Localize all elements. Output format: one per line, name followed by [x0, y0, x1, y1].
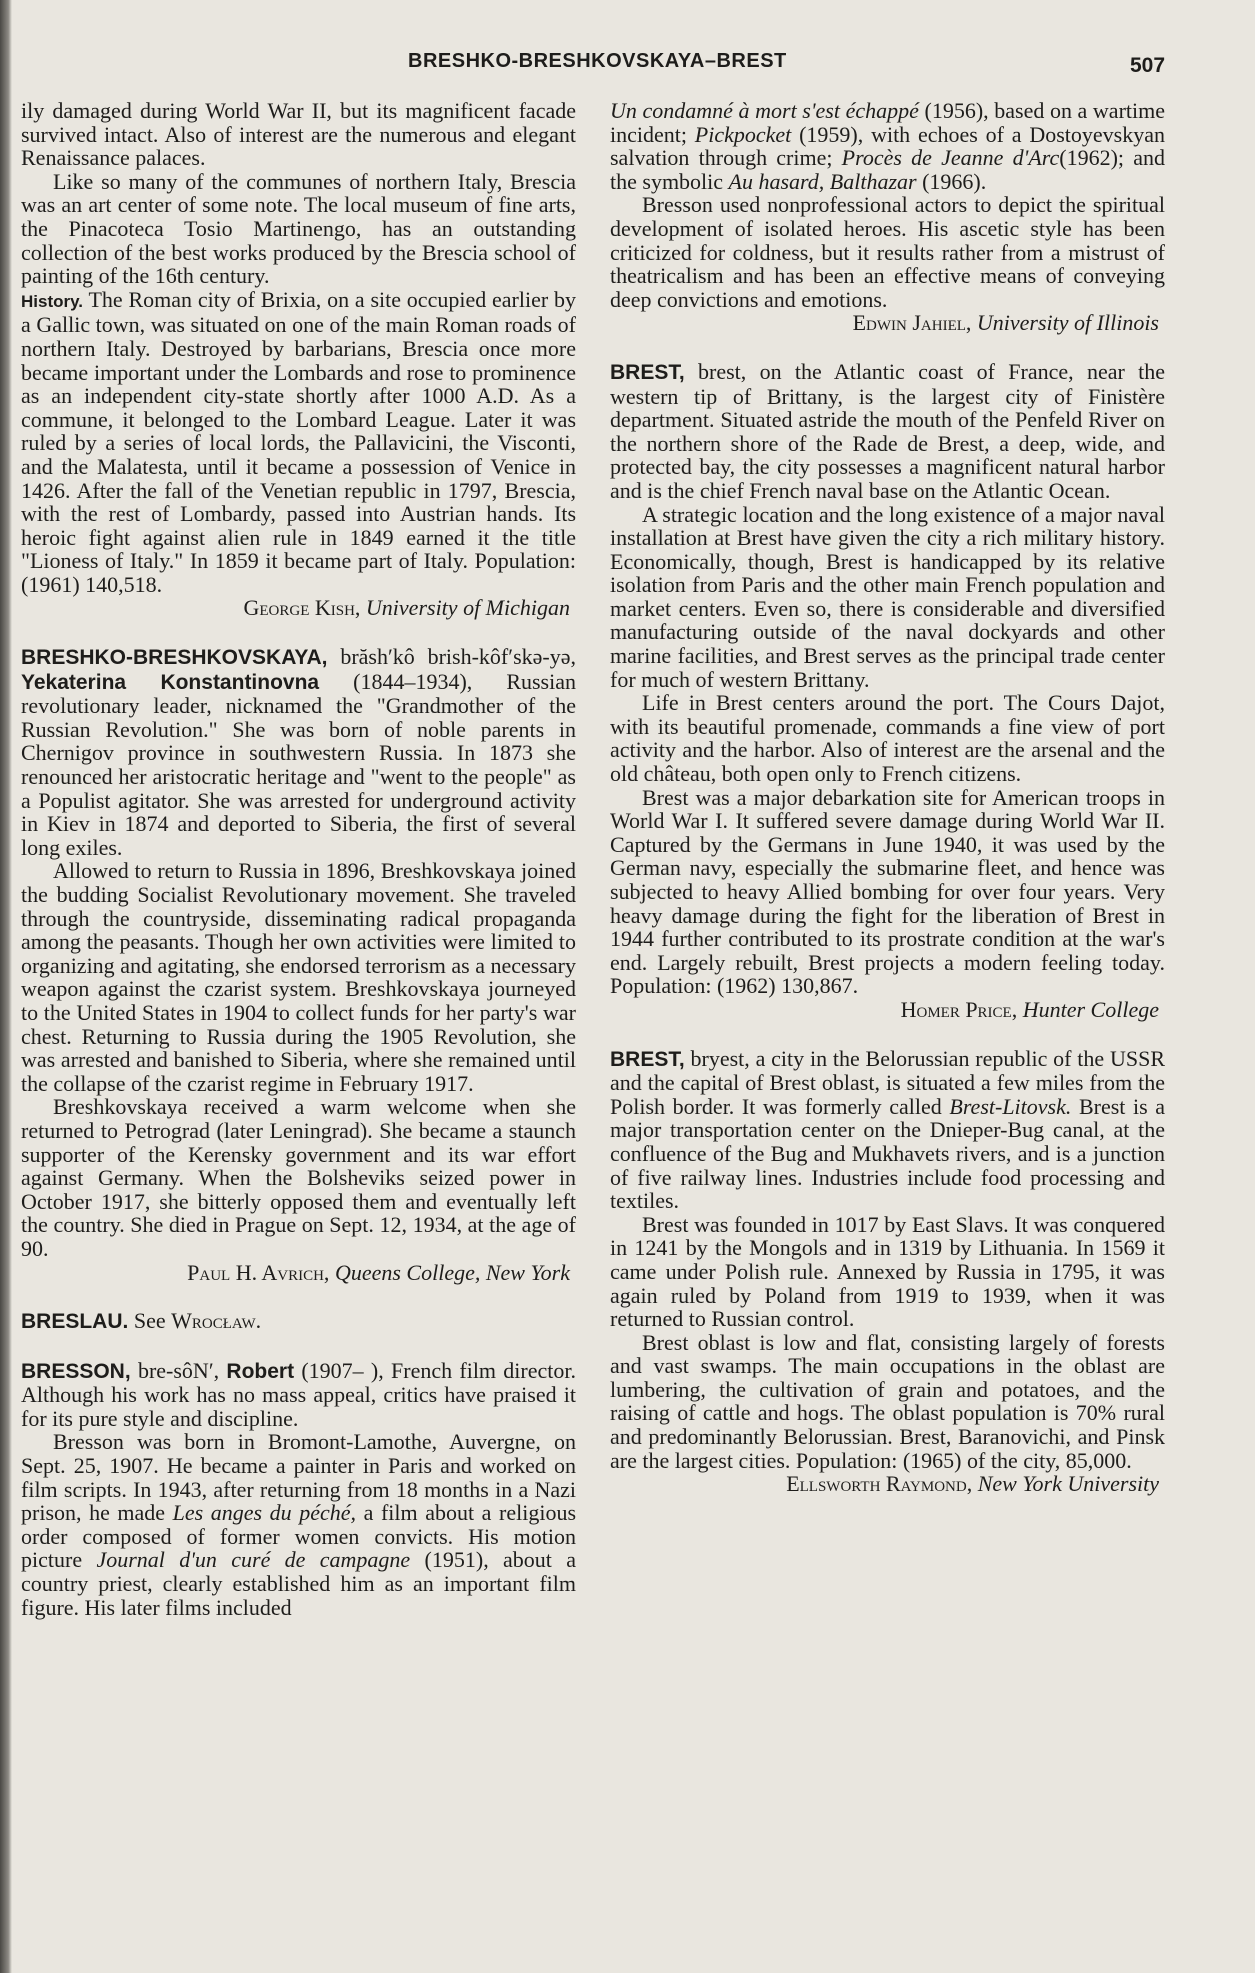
former-name: Brest-Litovsk. — [949, 1093, 1072, 1119]
film-title: Journal d'un curé de campagne — [96, 1547, 411, 1573]
entry-brest-ussr — [610, 1047, 1165, 1496]
author-name: Homer Price, — [900, 996, 1018, 1022]
breshko-signature — [21, 1261, 576, 1285]
film-title: Au hasard, Balthazar — [728, 168, 917, 194]
brest-france-text-1: brest, on the Atlantic coast of France, near the western tip of Brittany, is the largest city of Finistère department. Situated astride the mouth of the Penfeld River on the northern shore of the Rade de Brest, a deep, wide, and protected bay, the city possesses a magnificent natural harbor and is the chief French naval base on the Atlantic Ocean. — [610, 358, 1165, 503]
bresson-text-2e: (1959), with echoes of a Dostoyevskyan salvation through crime; — [610, 121, 1166, 171]
brest-france-paragraph-3: Life in Brest centers around the port. The Cours Dajot, with its beautiful promenade, commands a fine view of port activity and the harbor. Also of interest are the arsenal and the old château, both open only to French citizens. — [610, 690, 1165, 787]
running-head: BRESHKO-BRESHKOVSKAYA–BREST — [408, 50, 787, 72]
bresson-paragraph-2-continued — [610, 99, 1165, 193]
author-name: Ellsworth Raymond, — [786, 1471, 973, 1497]
brest-ussr-text-1b: Brest is a major transportation center on the Dnieper-Bug canal, at the confluence of the Bug and Mukhavets rivers, and is a junction of five railway lines. Industries include food processing and textiles. — [610, 1093, 1166, 1214]
bresson-text-1: French film director. Although his work has no mass appeal, critics have praised it for its pure style and discipline. — [21, 1357, 577, 1431]
entry-headword: BRESLAU. — [21, 1310, 129, 1334]
author-affiliation: University of Michigan — [365, 595, 570, 621]
brest-ussr-text-1a: bryest, a city in the Belorussian republic of the USSR and the capital of Brest oblast, is situated a few miles from the Polish border. It was formerly called — [610, 1045, 1165, 1119]
bresson-text-2c: (1951), about a country priest, clearly established him as an important film figure. His later films included — [21, 1547, 577, 1620]
brescia-history-text: The Roman city of Brixia, on a site occupied earlier by a Gallic town, was situated on one of the main Roman roads of northern Italy. Destroyed by barbarians, Brescia once more became important under the Lombards and rose to prominence as an independent city-state shortly after 1000 A.D. As a commune, it belonged to the Lombard League. Later it was ruled by a series of local lords, the Pallavicini, the Visconti, and the Malatesta, until it became a possession of Venice in 1426. After the fall of the Venetian republic in 1797, Brescia, with the rest of Lombardy, passed into Austrian hands. Its heroic fight against alien rule in 1849 earned it the title "Lioness of Italy." In 1859 it became part of Italy. Population: (1961) 140,518. — [21, 286, 577, 597]
brest-ussr-paragraph-1 — [610, 1047, 1165, 1213]
bresson-paragraph-2 — [21, 1430, 576, 1619]
author-name: Edwin Jahiel, — [852, 310, 972, 336]
author-name: George Kish, — [243, 595, 361, 621]
brescia-paragraph-1: ily damaged during World War II, but its magnificent facade survived intact. Also of interest are the numerous and elegant Renaissance palaces. — [21, 98, 576, 171]
author-name: Paul H. Avrich, — [187, 1259, 330, 1285]
history-subheading: History. — [21, 291, 84, 311]
page-number: 507 — [1130, 54, 1166, 77]
pronunciation: brăsh′kô brish-kôf′skə-yə, — [340, 644, 576, 670]
entry-breslau — [21, 1309, 576, 1334]
film-title: Procès de Jeanne d'Arc — [841, 145, 1060, 171]
author-affiliation: Hunter College — [1022, 996, 1159, 1022]
entry-bresson — [21, 1359, 576, 1620]
bresson-text-2a: Bresson was born in Bromont-Lamothe, Auvergne, on Sept. 25, 1907. He became a painter in Paris and worked on film scripts. In 1943, after returning from 18 months in a Nazi prison, he made — [21, 1429, 576, 1526]
book-spine-shadow — [0, 0, 12, 1973]
brescia-paragraph-2: Like so many of the communes of northern Italy, Brescia was an art center of some note. The local museum of fine arts, the Pinacoteca Tosio Martinengo, has an outstanding collection of the best works produced by the Brescia school of painting of the 16th century. — [21, 168, 576, 289]
breshko-paragraph-1 — [21, 645, 576, 859]
bresson-text-2g: (1966). — [922, 168, 987, 194]
bresson-text-2d: (1956), based on a wartime incident; — [610, 98, 1166, 147]
brest-ussr-paragraph-2: Brest was founded in 1017 by East Slavs. It was conquered in 1241 by the Mongols and in 1319 by Lithuania. In 1569 it came under Polish rule. Annexed by Russia in 1795, it was again ruled by Poland from 1919 to 1939, when it was returned to Russian control. — [610, 1211, 1165, 1332]
brest-france-paragraph-2: A strategic location and the long existence of a major naval installation at Brest have given the city a rich military history. Economically, though, Brest is handicapped by its relative isolation from Paris and the other main French population and market centers. Even so, there is considerable and diversified manufacturing outside of the naval dockyards and other marine facilities, and Brest serves as the principal trade center for much of western Brittany. — [610, 501, 1165, 692]
left-column — [21, 99, 576, 1619]
subject-name: Robert — [226, 1359, 295, 1383]
bresson-text-2f: (1962); and the symbolic — [610, 145, 1165, 194]
breshko-paragraph-3: Breshkovskaya received a warm welcome when she returned to Petrograd (later Leningrad). She became a staunch supporter of the Kerensky government and its war effort against Germany. When the Bolsheviks seized power in October 1917, she bitterly opposed them and eventually left the country. She died in Prague on Sept. 12, 1934, at the age of 90. — [21, 1094, 576, 1261]
breshko-text-1: (1844–1934), Russian revolutionary leader, nicknamed the "Grandmother of the Russian Revolution." She was born of noble parents in Chernigov province in southwestern Russia. In 1873 she renounced her aristocratic heritage and "went to the people" as a Populist agitator. She was arrested for underground activity in Kiev in 1874 and deported to Siberia, the first of several long exiles. — [21, 668, 576, 860]
bresson-paragraph-3: Bresson used nonprofessional actors to depict the spiritual development of isolated heroes. His ascetic style has been criticized for coldness, but it results rather from a mistrust of theatricalism and has been an effective means of conveying deep convictions and emotions. — [610, 192, 1165, 312]
cross-reference-link[interactable]: Wrocław. — [171, 1308, 262, 1334]
breslau-cross-reference — [21, 1309, 576, 1334]
film-title: Les anges du péché, — [172, 1500, 357, 1526]
brest-ussr-paragraph-3: Brest oblast is low and flat, consisting largely of forests and vast swamps. The main occupations in the oblast are lumbering, the cultivation of grain and potatoes, and the raising of cattle and hogs. The oblast population is 70% rural and predominantly Belorussian. Brest, Baranovichi, and Pinsk are the largest cities. Population: (1965) of the city, 85,000. — [610, 1329, 1165, 1473]
bresson-paragraph-1 — [21, 1359, 576, 1431]
author-affiliation: University of Illinois — [976, 310, 1159, 336]
brest-france-paragraph-4: Brest was a major debarkation site for American troops in World War I. It suffered severe damage during World War II. Captured by the Germans in June 1940, it was used by the German navy, especially the submarine fleet, and hence was subjected to heavy Allied bombing for over four years. Very heavy damage during the fight for the liberation of Brest in 1944 further contributed to its prostrate condition at the war's end. Largely rebuilt, Brest projects a modern feeling today. Population: (1962) 130,867. — [610, 784, 1165, 999]
entry-headword: BRESSON, — [21, 1359, 131, 1383]
entry-bresson-continued — [610, 99, 1165, 335]
entry-headword: BREST, — [610, 1047, 685, 1071]
breshko-paragraph-2: Allowed to return to Russia in 1896, Breshkovskaya joined the budding Socialist Revolutionary movement. She traveled through the countryside, disseminating radical propaganda among the peasants. Though her own activities were limited to organizing and agitating, she endorsed terrorism as a necessary weapon against the czarist system. Breshkovskaya journeyed to the United States in 1904 to collect funds for her party's war chest. Returning to Russia during the 1905 Revolution, she was arrested and banished to Siberia, where she remained until the collapse of the czarist regime in February 1917. — [21, 858, 576, 1096]
brescia-history-paragraph — [21, 288, 576, 597]
bresson-text-2b: a film about a religious order composed of former women convicts. His motion picture — [21, 1500, 577, 1573]
entry-brest-france — [610, 360, 1165, 1022]
entry-brescia-continued — [21, 99, 576, 620]
subject-name: Yekaterina Konstantinovna — [21, 670, 320, 694]
right-column — [610, 99, 1165, 1496]
page-header — [0, 50, 1255, 80]
entry-headword: BRESHKO-BRESHKOVSKAYA, — [21, 646, 328, 670]
film-title: Un condamné à mort s'est échappé — [610, 98, 919, 123]
see-label: See — [133, 1308, 166, 1334]
film-title: Pickpocket — [694, 121, 792, 147]
entry-breshko-breshkovskaya — [21, 645, 576, 1284]
brest-france-paragraph-1 — [610, 360, 1165, 503]
entry-headword: BREST, — [610, 360, 685, 384]
author-affiliation: Queens College, New York — [334, 1259, 570, 1285]
brescia-signature — [21, 596, 576, 620]
pronunciation: bre-sôN′, — [137, 1357, 220, 1383]
bresson-signature — [610, 311, 1165, 335]
brest-ussr-signature — [610, 1472, 1165, 1496]
author-affiliation: New York University — [977, 1471, 1159, 1497]
brest-france-signature — [610, 998, 1165, 1022]
subject-dates: (1907– ), — [301, 1357, 384, 1383]
